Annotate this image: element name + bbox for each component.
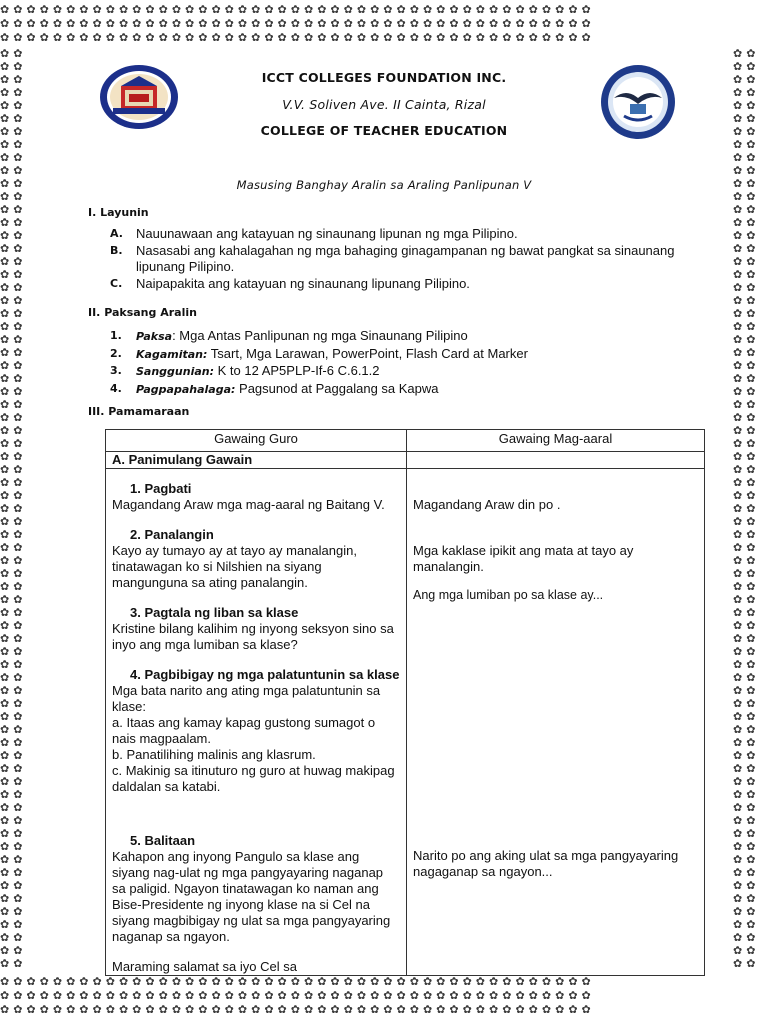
paksang-aralin-list: [110, 328, 680, 398]
border-flower: ✿✿: [733, 827, 760, 840]
border-flower-row: ✿✿✿✿✿✿✿✿✿✿✿✿✿✿✿✿✿✿✿✿✿✿✿✿✿✿✿✿✿✿✿✿✿✿✿✿✿✿✿✿✿✿✿✿✿: [0, 31, 595, 44]
border-flower: ✿✿: [0, 684, 27, 697]
border-flower: ✿✿: [733, 242, 760, 255]
border-flower: ✿✿: [0, 372, 27, 385]
border-flower: ✿✿: [733, 684, 760, 697]
border-flower: ✿✿: [733, 125, 760, 138]
section-pamamaraan-heading: III. Pamamaraan: [88, 405, 190, 418]
border-flower: ✿✿: [733, 229, 760, 242]
border-flower: ✿✿: [733, 918, 760, 931]
border-flower: ✿✿: [733, 814, 760, 827]
item-value: Pagsunod at Paggalang sa Kapwa: [235, 380, 439, 396]
border-flower: ✿✿: [733, 931, 760, 944]
step-liban-text: Kristine bilang kalihim ng inyong seksyon sino sa inyo ang mga lumiban sa klase?: [112, 621, 394, 652]
border-flower: ✿✿: [0, 814, 27, 827]
table-header-row: [106, 430, 705, 452]
border-flower: ✿✿: [0, 775, 27, 788]
answer-panalangin: Mga kaklase ipikit ang mata at tayo ay manalangin.: [413, 543, 634, 574]
step-panalangin-text: Kayo ay tumayo ay at tayo ay manalangin, tinatawagan ko si Nilshien na siyang mangunguna sa ating panalangin.: [112, 543, 357, 590]
border-flower: ✿✿: [733, 216, 760, 229]
border-flower: ✿✿: [733, 294, 760, 307]
border-flower: ✿✿: [733, 593, 760, 606]
lesson-plan-title: Masusing Banghay Aralin sa Araling Panlipunan V: [236, 178, 532, 192]
border-flower: ✿✿: [0, 424, 27, 437]
border-flower: ✿✿: [0, 489, 27, 502]
border-flower: ✿✿: [733, 359, 760, 372]
border-flower: ✿✿: [733, 86, 760, 99]
border-flower: ✿✿: [733, 892, 760, 905]
border-flower: ✿✿: [733, 697, 760, 710]
border-flower: ✿✿: [0, 632, 27, 645]
page-border-left: [0, 48, 36, 976]
column-header-gawaing-guro: Gawaing Guro: [106, 430, 407, 452]
step-palatuntunin-intro: Mga bata narito ang ating mga palatuntunin sa klase:: [112, 683, 381, 714]
border-flower: ✿✿: [0, 502, 27, 515]
border-flower: ✿✿: [0, 905, 27, 918]
college-name: ICCT COLLEGES FOUNDATION INC.: [261, 70, 507, 85]
border-flower: ✿✿: [0, 749, 27, 762]
part-a-heading: A. Panimulang Gawain: [106, 452, 407, 469]
border-flower: ✿✿: [0, 554, 27, 567]
border-flower: ✿✿: [0, 697, 27, 710]
section-layunin-heading: I. Layunin: [88, 206, 149, 219]
border-flower-row: ✿✿✿✿✿✿✿✿✿✿✿✿✿✿✿✿✿✿✿✿✿✿✿✿✿✿✿✿✿✿✿✿✿✿✿✿✿✿✿✿✿✿✿✿✿: [0, 989, 595, 1002]
item-label: Sanggunian:: [136, 365, 215, 378]
border-flower-row: ✿✿✿✿✿✿✿✿✿✿✿✿✿✿✿✿✿✿✿✿✿✿✿✿✿✿✿✿✿✿✿✿✿✿✿✿✿✿✿✿✿✿✿✿✿: [0, 4, 595, 16]
border-flower: ✿✿: [733, 48, 760, 60]
border-flower: ✿✿: [0, 385, 27, 398]
border-flower: ✿✿: [0, 580, 27, 593]
border-flower: ✿✿: [0, 736, 27, 749]
border-flower: ✿✿: [0, 463, 27, 476]
list-marker: 4.: [110, 381, 122, 395]
rule-item: c. Makinig sa itinuturo ng guro at huwag makipag daldalan sa katabi.: [112, 763, 395, 794]
border-flower: ✿✿: [0, 294, 27, 307]
border-flower: ✿✿: [0, 411, 27, 424]
border-flower: ✿✿: [733, 658, 760, 671]
step-balitaan-text-continued: Maraming salamat sa iyo Cel sa: [112, 959, 297, 974]
border-flower: ✿✿: [733, 411, 760, 424]
border-flower: ✿✿: [733, 112, 760, 125]
border-flower: ✿✿: [733, 177, 760, 190]
border-flower-row: ✿✿✿✿✿✿✿✿✿✿✿✿✿✿✿✿✿✿✿✿✿✿✿✿✿✿✿✿✿✿✿✿✿✿✿✿✿✿✿✿✿✿✿✿✿: [0, 1003, 595, 1016]
layunin-item: [110, 276, 680, 293]
border-flower: ✿✿: [733, 619, 760, 632]
list-text: Naipapakita ang katayuan ng sinaunang lipunang Pilipino.: [136, 275, 470, 291]
border-flower: ✿✿: [0, 853, 27, 866]
border-flower: ✿✿: [0, 112, 27, 125]
border-flower: ✿✿: [733, 476, 760, 489]
paksa-item: [110, 328, 680, 346]
paksa-item: [110, 363, 680, 381]
border-flower-row: ✿✿✿✿✿✿✿✿✿✿✿✿✿✿✿✿✿✿✿✿✿✿✿✿✿✿✿✿✿✿✿✿✿✿✿✿✿✿✿✿✿✿✿✿✿: [0, 17, 595, 30]
border-flower: ✿✿: [733, 567, 760, 580]
paksa-item: [110, 346, 680, 364]
border-flower: ✿✿: [733, 528, 760, 541]
border-flower: ✿✿: [0, 125, 27, 138]
border-flower: ✿✿: [733, 788, 760, 801]
border-flower: ✿✿: [733, 333, 760, 346]
border-flower: ✿✿: [0, 957, 27, 970]
border-flower: ✿✿: [0, 359, 27, 372]
lesson-activity-table: [105, 429, 705, 976]
border-flower: ✿✿: [0, 86, 27, 99]
paksa-item: [110, 381, 680, 399]
border-flower: ✿✿: [733, 905, 760, 918]
border-flower: ✿✿: [0, 567, 27, 580]
border-flower: ✿✿: [733, 749, 760, 762]
border-flower: ✿✿: [733, 151, 760, 164]
border-flower: ✿✿: [733, 645, 760, 658]
border-flower: ✿✿: [733, 164, 760, 177]
section-paksang-aralin-heading: II. Paksang Aralin: [88, 306, 197, 319]
border-flower: ✿✿: [733, 775, 760, 788]
answer-pagbati: Magandang Araw din po .: [413, 497, 561, 512]
border-flower: ✿✿: [733, 632, 760, 645]
rule-item: b. Panatilihing malinis ang klasrum.: [112, 747, 316, 762]
border-flower: ✿✿: [0, 346, 27, 359]
border-flower: ✿✿: [733, 957, 760, 970]
border-flower: ✿✿: [0, 177, 27, 190]
college-department: COLLEGE OF TEACHER EDUCATION: [260, 123, 508, 138]
empty-cell: [407, 452, 705, 469]
border-flower: ✿✿: [0, 229, 27, 242]
border-flower: ✿✿: [0, 99, 27, 112]
item-label: Paksa: [136, 330, 173, 343]
border-flower: ✿✿: [0, 840, 27, 853]
college-address: V.V. Soliven Ave. II Cainta, Rizal: [282, 97, 486, 112]
border-flower: ✿✿: [0, 398, 27, 411]
item-value: : Mga Antas Panlipunan ng mga Sinaunang Pilipino: [172, 328, 468, 343]
list-marker: 2.: [110, 346, 122, 360]
border-flower: ✿✿: [733, 866, 760, 879]
border-flower: ✿✿: [0, 476, 27, 489]
teacher-activities-cell: [106, 469, 407, 976]
border-flower: ✿✿: [733, 255, 760, 268]
border-flower: ✿✿: [733, 138, 760, 151]
border-flower: ✿✿: [0, 788, 27, 801]
list-text: Nauunawaan ang katayuan ng sinaunang lipunan ng mga Pilipino.: [136, 226, 518, 241]
border-flower: ✿✿: [0, 164, 27, 177]
border-flower: ✿✿: [0, 528, 27, 541]
border-flower: ✿✿: [0, 515, 27, 528]
border-flower: ✿✿: [733, 385, 760, 398]
border-flower: ✿✿: [733, 723, 760, 736]
border-flower: ✿✿: [0, 48, 27, 60]
border-flower: ✿✿: [0, 593, 27, 606]
border-flower: ✿✿: [733, 580, 760, 593]
border-flower: ✿✿: [0, 931, 27, 944]
item-value: Tsart, Mga Larawan, PowerPoint, Flash Card at Marker: [207, 345, 528, 361]
border-flower: ✿✿: [733, 879, 760, 892]
border-flower: ✿✿: [0, 866, 27, 879]
border-flower: ✿✿: [0, 450, 27, 463]
page-border-right: [733, 48, 768, 976]
border-flower: ✿✿: [733, 398, 760, 411]
border-flower: ✿✿: [0, 723, 27, 736]
layunin-list: [110, 226, 680, 292]
border-flower: ✿✿: [0, 645, 27, 658]
border-flower: ✿✿: [733, 437, 760, 450]
border-flower: ✿✿: [733, 853, 760, 866]
list-marker: A.: [110, 227, 123, 240]
border-flower: ✿✿: [733, 762, 760, 775]
step-pagbati-text: Magandang Araw mga mag-aaral ng Baitang V.: [112, 497, 385, 512]
border-flower: ✿✿: [0, 541, 27, 554]
step-panalangin-title: 2. Panalangin: [130, 527, 214, 542]
border-flower: ✿✿: [733, 710, 760, 723]
item-label: Kagamitan:: [136, 347, 208, 361]
answer-liban: Ang mga lumiban po sa klase ay...: [413, 588, 604, 602]
border-flower: ✿✿: [0, 73, 27, 86]
border-flower: ✿✿: [733, 60, 760, 73]
border-flower: ✿✿: [733, 99, 760, 112]
border-flower: ✿✿: [733, 801, 760, 814]
table-row: [106, 452, 705, 469]
border-flower: ✿✿: [733, 554, 760, 567]
border-flower: ✿✿: [733, 541, 760, 554]
border-flower: ✿✿: [0, 918, 27, 931]
border-flower: ✿✿: [0, 437, 27, 450]
border-flower: ✿✿: [733, 424, 760, 437]
border-flower: ✿✿: [733, 307, 760, 320]
layunin-item: [110, 243, 680, 276]
border-flower: ✿✿: [0, 216, 27, 229]
column-header-gawaing-magaaral: Gawaing Mag-aaral: [407, 430, 705, 452]
border-flower: ✿✿: [733, 320, 760, 333]
border-flower: ✿✿: [733, 606, 760, 619]
step-pagbati-title: 1. Pagbati: [130, 481, 192, 496]
border-flower: ✿✿: [0, 619, 27, 632]
list-marker: B.: [110, 243, 123, 257]
border-flower: ✿✿: [0, 658, 27, 671]
step-balitaan-title: 5. Balitaan: [130, 833, 196, 848]
border-flower: ✿✿: [0, 710, 27, 723]
layunin-item: [110, 226, 680, 243]
border-flower: ✿✿: [0, 255, 27, 268]
step-liban-title: 3. Pagtala ng liban sa klase: [130, 605, 299, 620]
border-flower: ✿✿: [733, 515, 760, 528]
list-marker: 1.: [110, 329, 122, 342]
page-border-bottom: [0, 976, 768, 1020]
border-flower: ✿✿: [0, 320, 27, 333]
student-activities-cell: [407, 469, 705, 976]
border-flower: ✿✿: [733, 73, 760, 86]
border-flower: ✿✿: [0, 801, 27, 814]
border-flower: ✿✿: [733, 944, 760, 957]
border-flower: ✿✿: [0, 671, 27, 684]
border-flower: ✿✿: [0, 203, 27, 216]
item-value: K to 12 AP5PLP-If-6 C.6.1.2: [214, 363, 380, 378]
border-flower: ✿✿: [0, 944, 27, 957]
border-flower: ✿✿: [0, 307, 27, 320]
border-flower: ✿✿: [0, 281, 27, 294]
step-balitaan-text: Kahapon ang inyong Pangulo sa klase ang siyang nag-ulat ng mga pangyayaring naganap sa paligid. Ngayon tinatawagan ko naman ang Bise-Presidente ng inyong klase na si Cel na siyang magbibigay ng ulat sa mga pangyayaring naganap sa ngayon.: [112, 849, 391, 944]
border-flower: ✿✿: [0, 762, 27, 775]
lesson-plan-page: [44, 52, 724, 972]
border-flower: ✿✿: [733, 281, 760, 294]
border-flower: ✿✿: [733, 489, 760, 502]
border-flower: ✿✿: [0, 268, 27, 281]
answer-balitaan: Narito po ang aking ulat sa mga pangyayaring nagaganap sa ngayon...: [413, 848, 679, 879]
border-flower: ✿✿: [733, 450, 760, 463]
border-flower: ✿✿: [0, 892, 27, 905]
border-flower: ✿✿: [0, 333, 27, 346]
page-border-top: [0, 4, 768, 48]
border-flower: ✿✿: [0, 827, 27, 840]
border-flower: ✿✿: [733, 671, 760, 684]
border-flower: ✿✿: [733, 463, 760, 476]
border-flower: ✿✿: [0, 60, 27, 73]
list-marker: 3.: [110, 364, 122, 377]
step-palatuntunin-title: 4. Pagbibigay ng mga palatuntunin sa klase: [130, 667, 400, 682]
border-flower-row: ✿✿✿✿✿✿✿✿✿✿✿✿✿✿✿✿✿✿✿✿✿✿✿✿✿✿✿✿✿✿✿✿✿✿✿✿✿✿✿✿✿✿✿✿✿: [0, 976, 595, 988]
border-flower: ✿✿: [733, 502, 760, 515]
border-flower: ✿✿: [0, 190, 27, 203]
border-flower: ✿✿: [733, 840, 760, 853]
border-flower: ✿✿: [733, 203, 760, 216]
border-flower: ✿✿: [733, 372, 760, 385]
border-flower: ✿✿: [733, 268, 760, 281]
border-flower: ✿✿: [0, 606, 27, 619]
list-text: Nasasabi ang kahalagahan ng mga bahaging ginagampanan ng bawat pangkat sa sinaunang lipunang Pilipino.: [136, 242, 675, 274]
border-flower: ✿✿: [0, 151, 27, 164]
list-marker: C.: [110, 276, 123, 290]
border-flower: ✿✿: [0, 242, 27, 255]
border-flower: ✿✿: [0, 879, 27, 892]
table-row: [106, 469, 705, 976]
border-flower: ✿✿: [733, 346, 760, 359]
border-flower: ✿✿: [733, 190, 760, 203]
item-label: Pagpapahalaga:: [136, 382, 236, 396]
border-flower: ✿✿: [733, 736, 760, 749]
rule-item: a. Itaas ang kamay kapag gustong sumagot o nais magpaalam.: [112, 715, 376, 746]
border-flower: ✿✿: [0, 138, 27, 151]
